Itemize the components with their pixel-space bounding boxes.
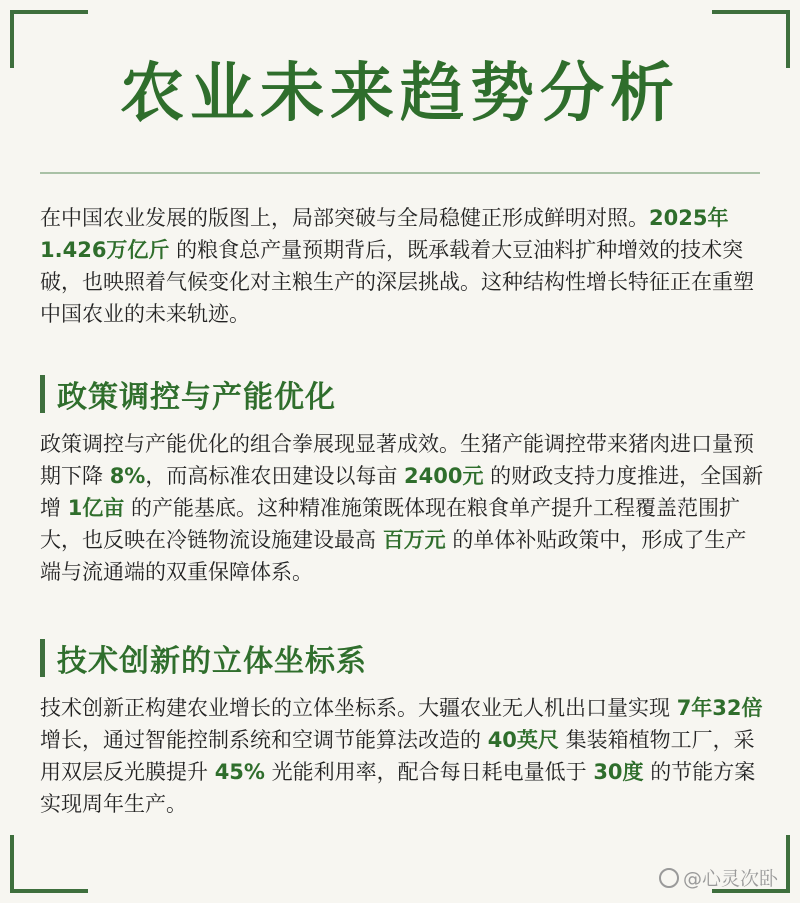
tech-highlight-2: 40英尺 [487,728,559,752]
tech-highlight-3: 45% [214,760,265,784]
policy-text-3: 的财政支持力度推进，全国新增 [40,464,764,520]
policy-text-5: 的单体补贴政策中，形成了生产端与流通端的双重保障体系。 [40,528,747,584]
section-tech-paragraph [40,692,764,820]
watermark-logo-icon [659,868,679,888]
section-tech-header [40,638,764,678]
intro-text-1: 在中国农业发展的版图上，局部突破与全局稳健正形成鲜明对照。 [40,206,649,230]
frame-corner-bottom-left [10,835,88,893]
tech-text-3: 集装箱植物工厂，采用双层反光膜提升 [40,728,755,784]
section-policy-header [40,374,764,414]
intro-text-2: 的粮食总产量预期背后，既承载着大豆油料扩种增效的技术突破，也映照着气候变化对主粮生产的深层挑战。这种结构性增长特征正在重塑中国农业的未来轨迹。 [40,238,754,326]
policy-text-1: 政策调控与产能优化的组合拳展现显著成效。生猪产能调控带来猪肉进口量预期下降 [40,432,754,488]
watermark-text: @心灵次卧 [682,868,778,890]
section-marker [40,375,45,413]
section-marker [40,639,45,677]
tech-text-2: 增长，通过智能控制系统和空调节能算法改造的 [40,728,488,752]
section-tech-title: 技术创新的立体坐标系 [57,644,367,679]
tech-highlight-1: 7年32倍 [676,696,763,720]
policy-highlight-2: 2400元 [404,464,484,488]
section-policy-paragraph [40,428,764,588]
section-policy-title: 政策调控与产能优化 [57,380,336,415]
policy-highlight-4: 百万元 [382,528,446,552]
watermark [659,864,778,891]
title-divider [40,172,760,174]
tech-text-5: 的节能方案实现周年生产。 [40,760,756,816]
policy-highlight-1: 8% [109,464,146,488]
policy-text-4: 的产能基底。这种精准施策既体现在粮食单产提升工程覆盖范围扩大，也反映在冷链物流设施建设最高 [40,496,740,552]
page-title: 农业未来趋势分析 [120,57,680,131]
intro-paragraph [40,202,764,330]
tech-text-4: 光能利用率，配合每日耗电量低于 [264,760,594,784]
tech-highlight-4: 30度 [593,760,644,784]
intro-highlight-1: 2025年1.426万亿斤 [40,206,729,262]
policy-highlight-3: 1亿亩 [67,496,125,520]
policy-text-2: ，而高标准农田建设以每亩 [145,464,405,488]
tech-text-1: 技术创新正构建农业增长的立体坐标系。大疆农业无人机出口量实现 [40,696,677,720]
